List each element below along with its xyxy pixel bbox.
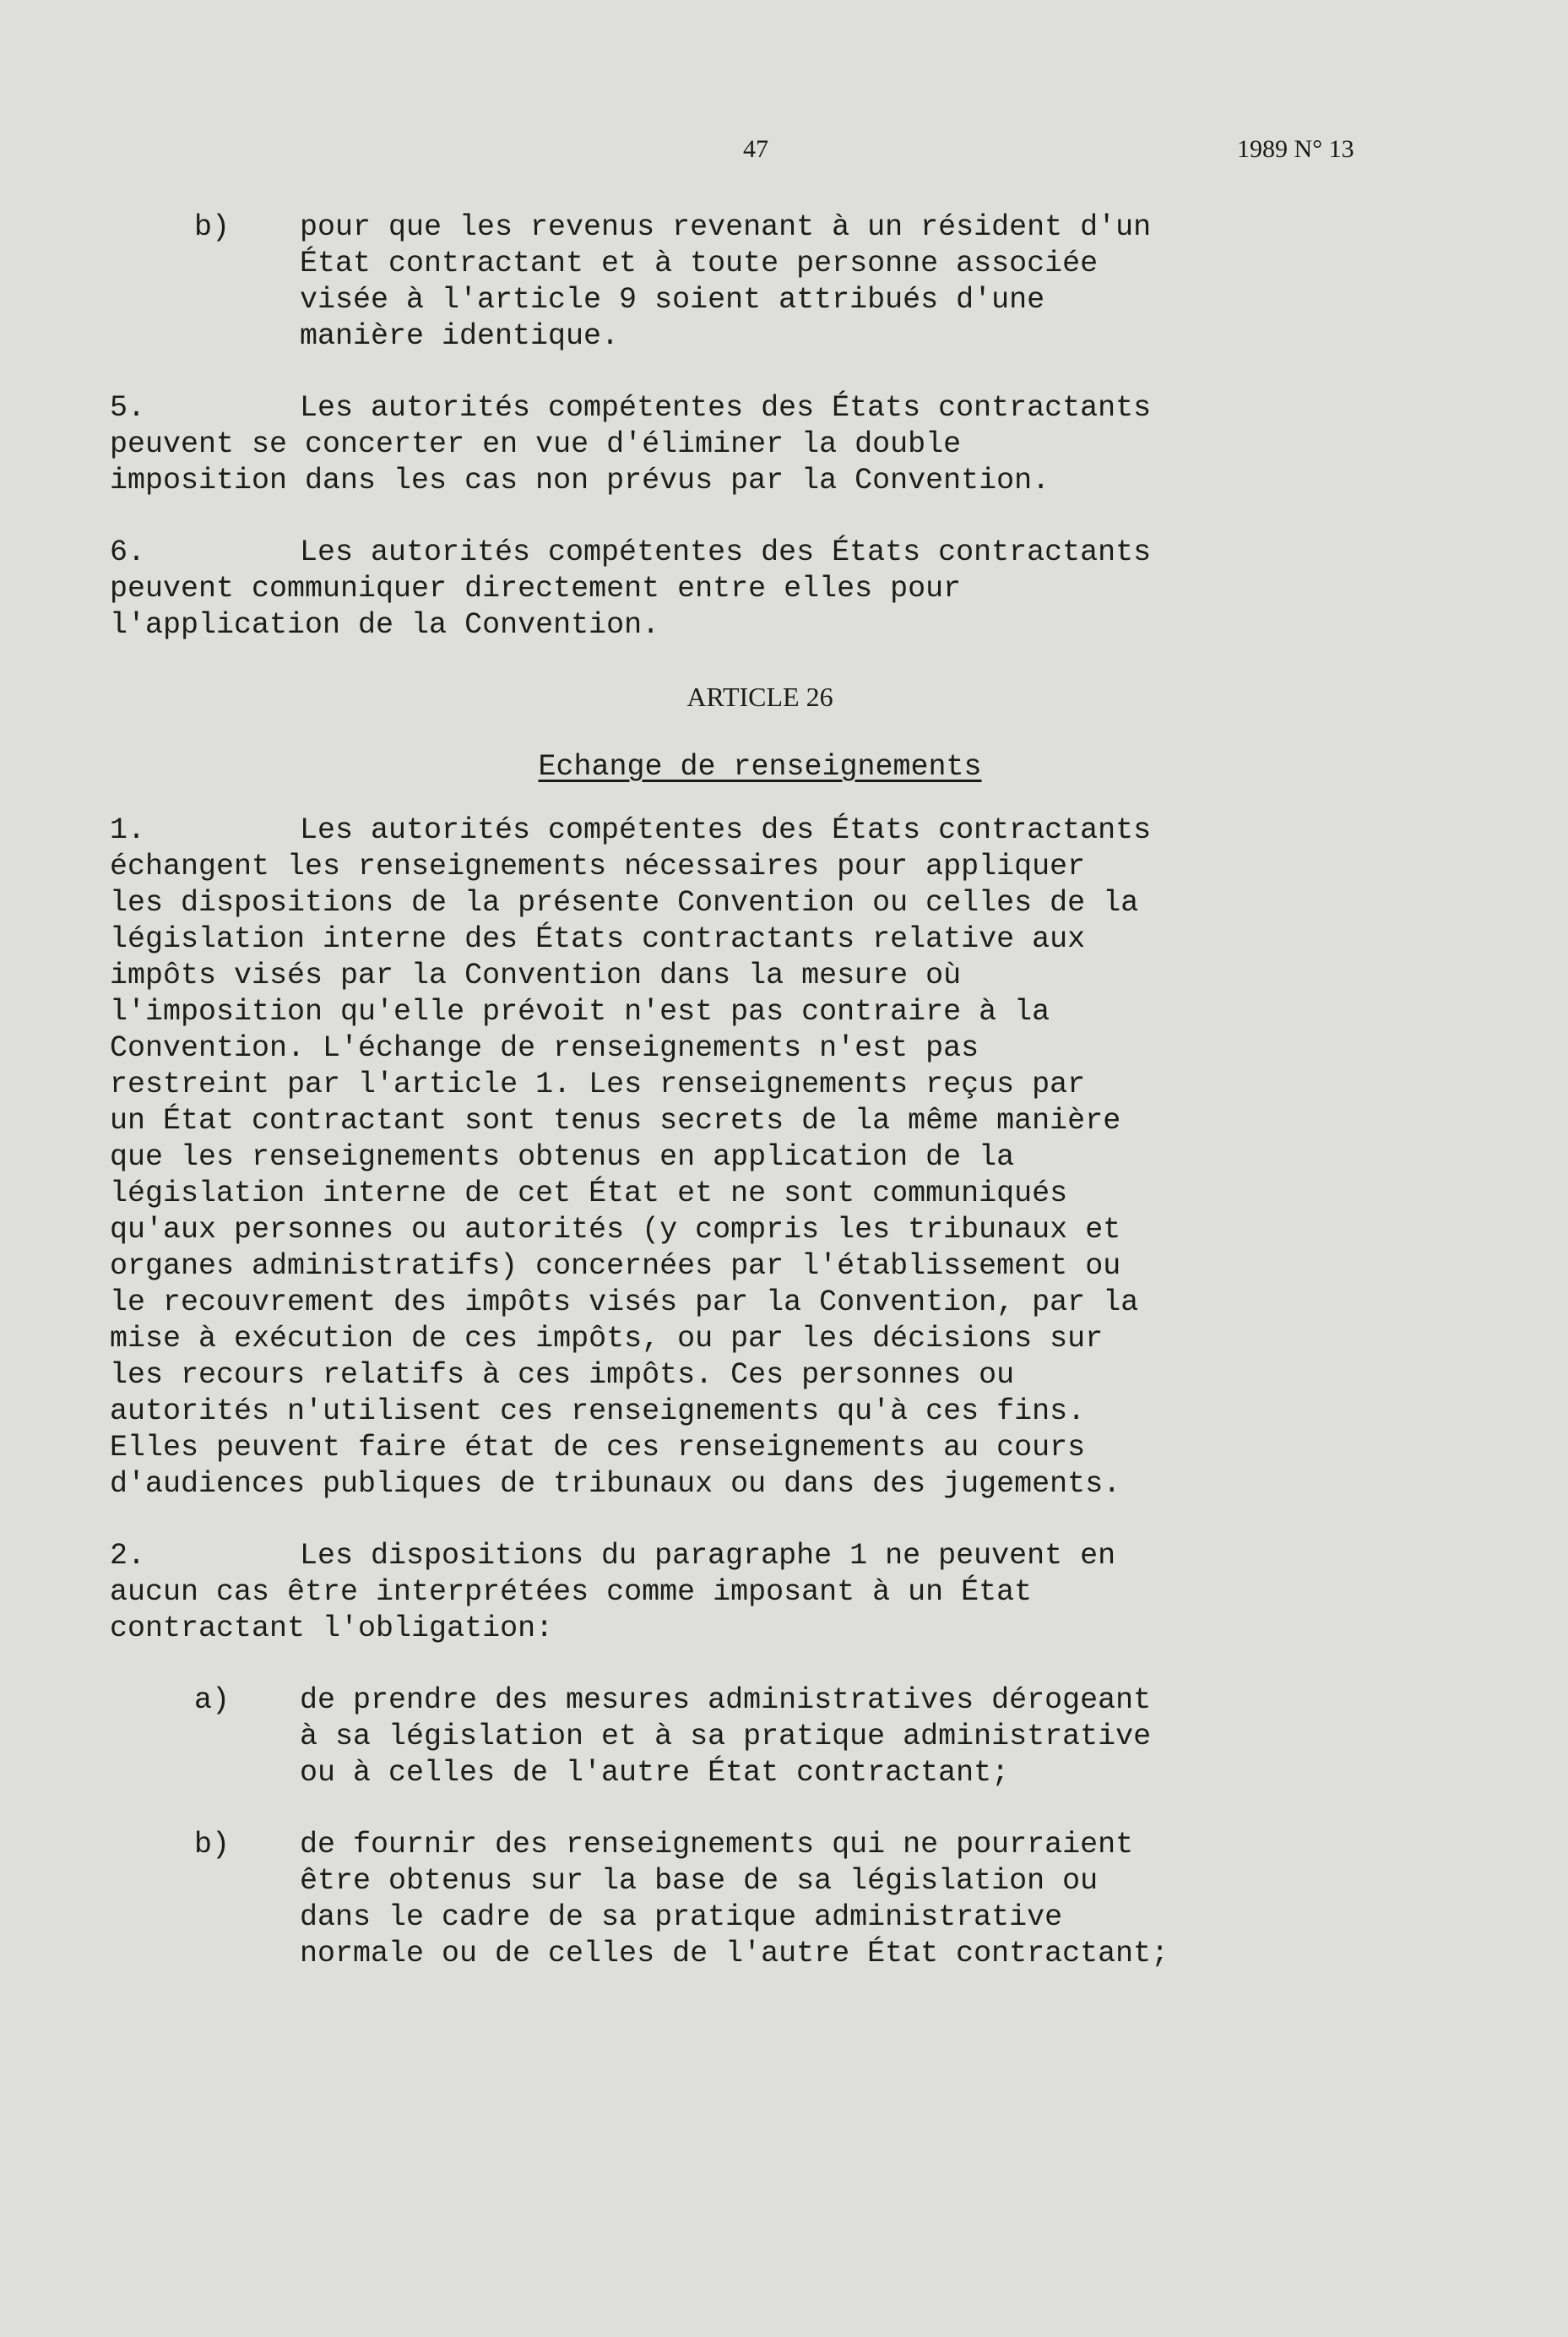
text-line: aucun cas être interprétées comme imposant à un État — [110, 1575, 1033, 1609]
text-line: législation interne de cet État et ne sont communiqués — [110, 1177, 1068, 1210]
text-line: les dispositions de la présente Convention ou celles de la — [110, 886, 1139, 920]
article-paragraph-1 — [110, 813, 1385, 1503]
subparagraph-4b — [110, 209, 1385, 355]
article-subtitle — [110, 749, 1385, 785]
text-line: organes administratifs) concernées par l'établissement ou — [110, 1249, 1121, 1283]
text-line: le recouvrement des impôts visés par la Convention, par la — [110, 1285, 1139, 1319]
text-line: manière identique. — [300, 319, 620, 353]
text-line: restreint par l'article 1. Les renseignements reçus par — [110, 1068, 1086, 1101]
text-line: être obtenus sur la base de sa législation ou — [300, 1864, 1099, 1898]
text-line: de prendre des mesures administratives dérogeant — [300, 1683, 1152, 1717]
page-number: 47 — [743, 135, 768, 163]
paragraph-number: 5. — [110, 391, 146, 425]
document-body — [110, 209, 1385, 2008]
article-subtitle-text: Echange de renseignements — [538, 750, 982, 784]
text-line: que les renseignements obtenus en application de la — [110, 1140, 1015, 1174]
paragraph-number: 2. — [110, 1539, 146, 1573]
text-line: État contractant et à toute personne associée — [300, 247, 1099, 280]
paragraph-6 — [110, 535, 1385, 644]
paragraph-5 — [110, 390, 1385, 499]
subparagraph-label: b) — [194, 1828, 231, 1861]
text-line: dans le cadre de sa pratique administrative — [300, 1900, 1063, 1934]
text-line: de fournir des renseignements qui ne pourraient — [300, 1828, 1134, 1861]
text-line: Elles peuvent faire état de ces renseignements au cours — [110, 1431, 1086, 1465]
text-line: impôts visés par la Convention dans la mesure où — [110, 959, 962, 992]
article-paragraph-2 — [110, 1538, 1385, 1647]
text-line: d'audiences publiques de tribunaux ou dans des jugements. — [110, 1467, 1121, 1501]
text-line: Les dispositions du paragraphe 1 ne peuvent en — [300, 1539, 1116, 1573]
article-title: ARTICLE 26 — [686, 682, 833, 712]
text-line: contractant l'obligation: — [110, 1611, 554, 1645]
text-line: pour que les revenus revenant à un résident d'un — [300, 210, 1152, 244]
text-line: Les autorités compétentes des États contractants — [300, 391, 1152, 425]
text-line: peuvent communiquer directement entre elles pour — [110, 572, 962, 606]
text-line: qu'aux personnes ou autorités (y compris les tribunaux et — [110, 1213, 1121, 1247]
text-line: l'application de la Convention. — [110, 608, 660, 642]
text-line: mise à exécution de ces impôts, ou par les décisions sur — [110, 1322, 1104, 1356]
text-line: Les autorités compétentes des États contractants — [300, 813, 1152, 847]
text-line: visée à l'article 9 soient attribués d'une — [300, 283, 1045, 317]
text-line: échangent les renseignements nécessaires pour appliquer — [110, 850, 1086, 883]
issue-number: 1989 N° 13 — [1237, 135, 1354, 163]
text-line: ou à celles de l'autre État contractant; — [300, 1756, 1010, 1790]
subparagraph-label: a) — [194, 1683, 231, 1717]
page-header — [0, 135, 1568, 169]
subparagraph-2a — [110, 1682, 1385, 1791]
text-line: un État contractant sont tenus secrets de la même manière — [110, 1104, 1121, 1138]
paragraph-number: 6. — [110, 535, 146, 569]
text-line: autorités n'utilisent ces renseignements qu'à ces fins. — [110, 1394, 1086, 1428]
text-line: Convention. L'échange de renseignements n'est pas — [110, 1031, 979, 1065]
text-line: à sa législation et à sa pratique administrative — [300, 1720, 1152, 1753]
text-line: imposition dans les cas non prévus par la Convention. — [110, 464, 1050, 497]
text-line: les recours relatifs à ces impôts. Ces personnes ou — [110, 1358, 1015, 1392]
text-line: l'imposition qu'elle prévoit n'est pas contraire à la — [110, 995, 1050, 1029]
text-line: normale ou de celles de l'autre État contractant; — [300, 1937, 1169, 1970]
text-line: Les autorités compétentes des États contractants — [300, 535, 1152, 569]
subparagraph-label: b) — [194, 210, 231, 244]
text-line: peuvent se concerter en vue d'éliminer la double — [110, 427, 962, 461]
text-line: législation interne des États contractants relative aux — [110, 922, 1086, 956]
subparagraph-2b — [110, 1827, 1385, 1972]
paragraph-number: 1. — [110, 813, 146, 847]
